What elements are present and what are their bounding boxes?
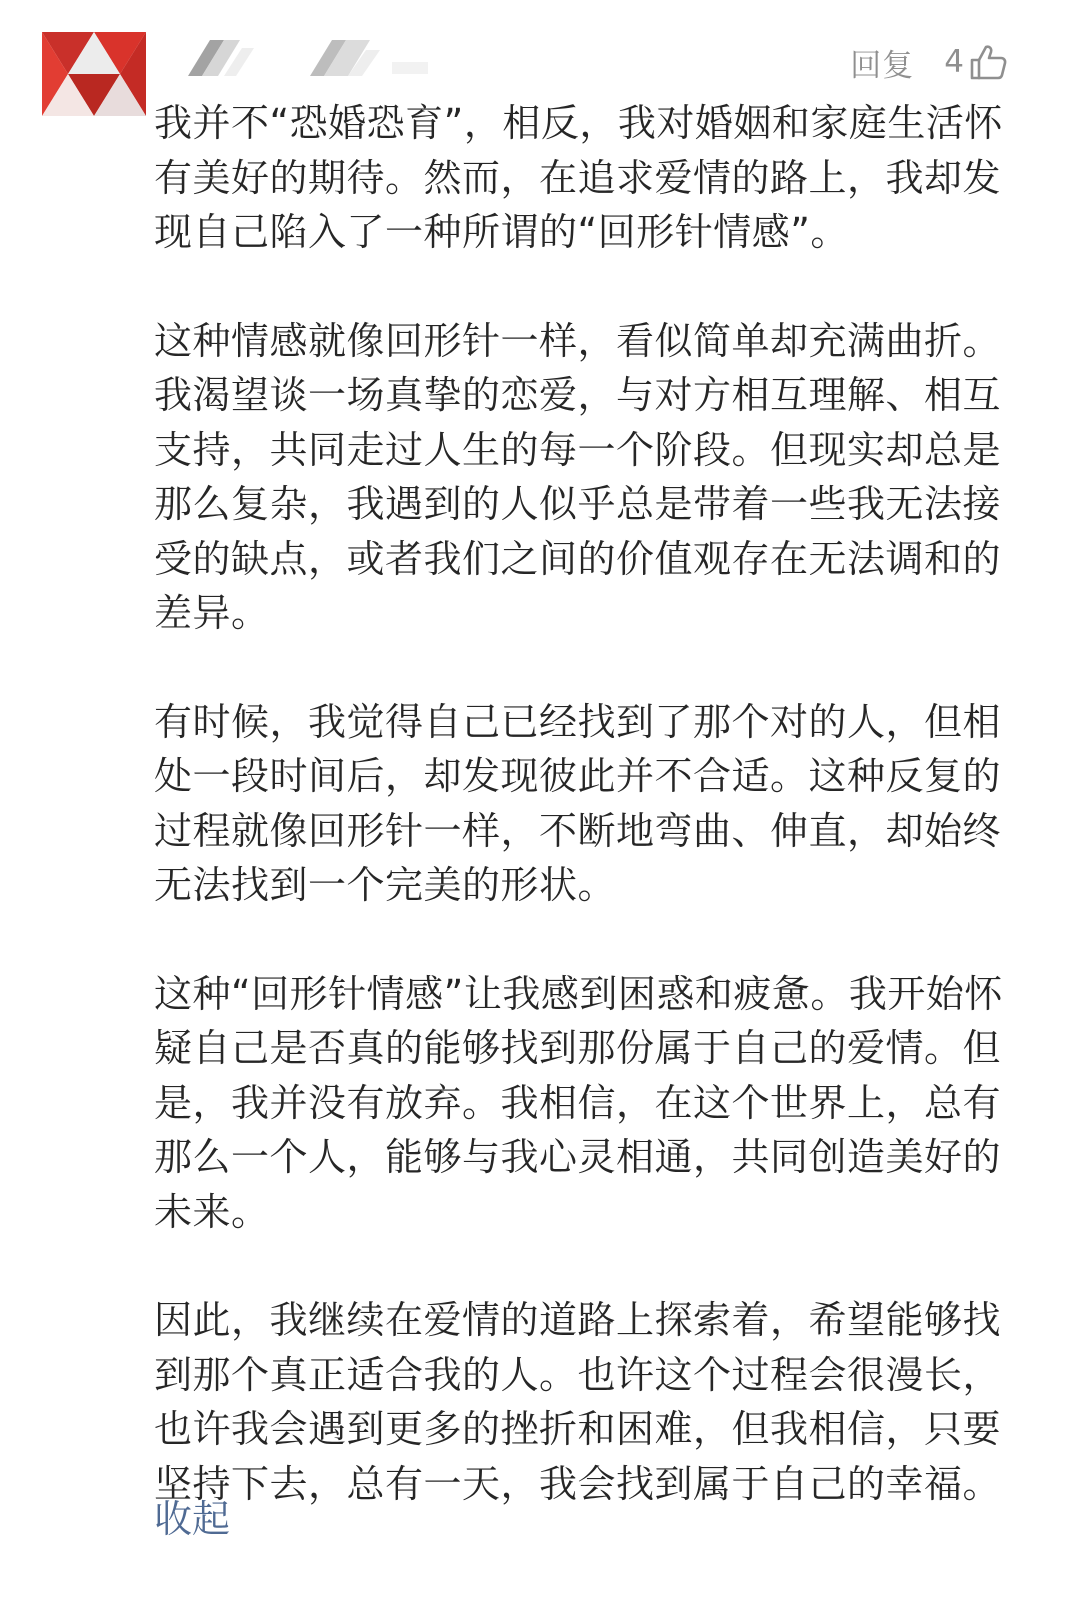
thumbs-up-icon xyxy=(968,42,1008,82)
comment-header xyxy=(0,0,1080,110)
comment-paragraph: 我并不“恐婚恐育”，相反，我对婚姻和家庭生活怀有美好的期待。然而，在追求爱情的路上，我却发现自己陷入了一种所谓的“回形针情感”。 xyxy=(154,101,1003,254)
redacted-name-blur xyxy=(180,36,450,80)
comment-paragraph: 这种“回形针情感”让我感到困惑和疲惫。我开始怀疑自己是否真的能够找到那份属于自己的爱情。但是，我并没有放弃。我相信，在这个世界上，总有那么一个人，能够与我心灵相通，共同创造美好的未来。 xyxy=(154,971,1003,1234)
comment-paragraph: 这种情感就像回形针一样，看似简单却充满曲折。我渴望谈一场真挚的恋爱，与对方相互理解、相互支持，共同走过人生的每一个阶段。但现实却总是那么复杂，我遇到的人似乎总是带着一些我无法接受的缺点，或者我们之间的价值观存在无法调和的差异。 xyxy=(154,318,1002,635)
like-button[interactable] xyxy=(944,42,1008,82)
avatar[interactable] xyxy=(42,32,146,116)
username-redacted[interactable] xyxy=(180,36,450,80)
comment-body xyxy=(154,96,1004,1565)
reply-button[interactable]: 回复 xyxy=(850,47,915,84)
collapse-button[interactable]: 收起 xyxy=(154,1497,231,1541)
comment-actions xyxy=(850,40,1008,84)
comment-paragraph: 有时候，我觉得自己已经找到了那个对的人，但相处一段时间后，却发现彼此并不合适。这种反复的过程就像回形针一样，不断地弯曲、伸直，却始终无法找到一个完美的形状。 xyxy=(154,699,1002,907)
comment-paragraph: 因此，我继续在爱情的道路上探索着，希望能够找到那个真正适合我的人。也许这个过程会很漫长，也许我会遇到更多的挫折和困难，但我相信，只要坚持下去，总有一天，我会找到属于自己的幸福。 xyxy=(154,1298,1002,1506)
like-count: 4 xyxy=(944,44,964,80)
avatar-image xyxy=(42,32,146,116)
